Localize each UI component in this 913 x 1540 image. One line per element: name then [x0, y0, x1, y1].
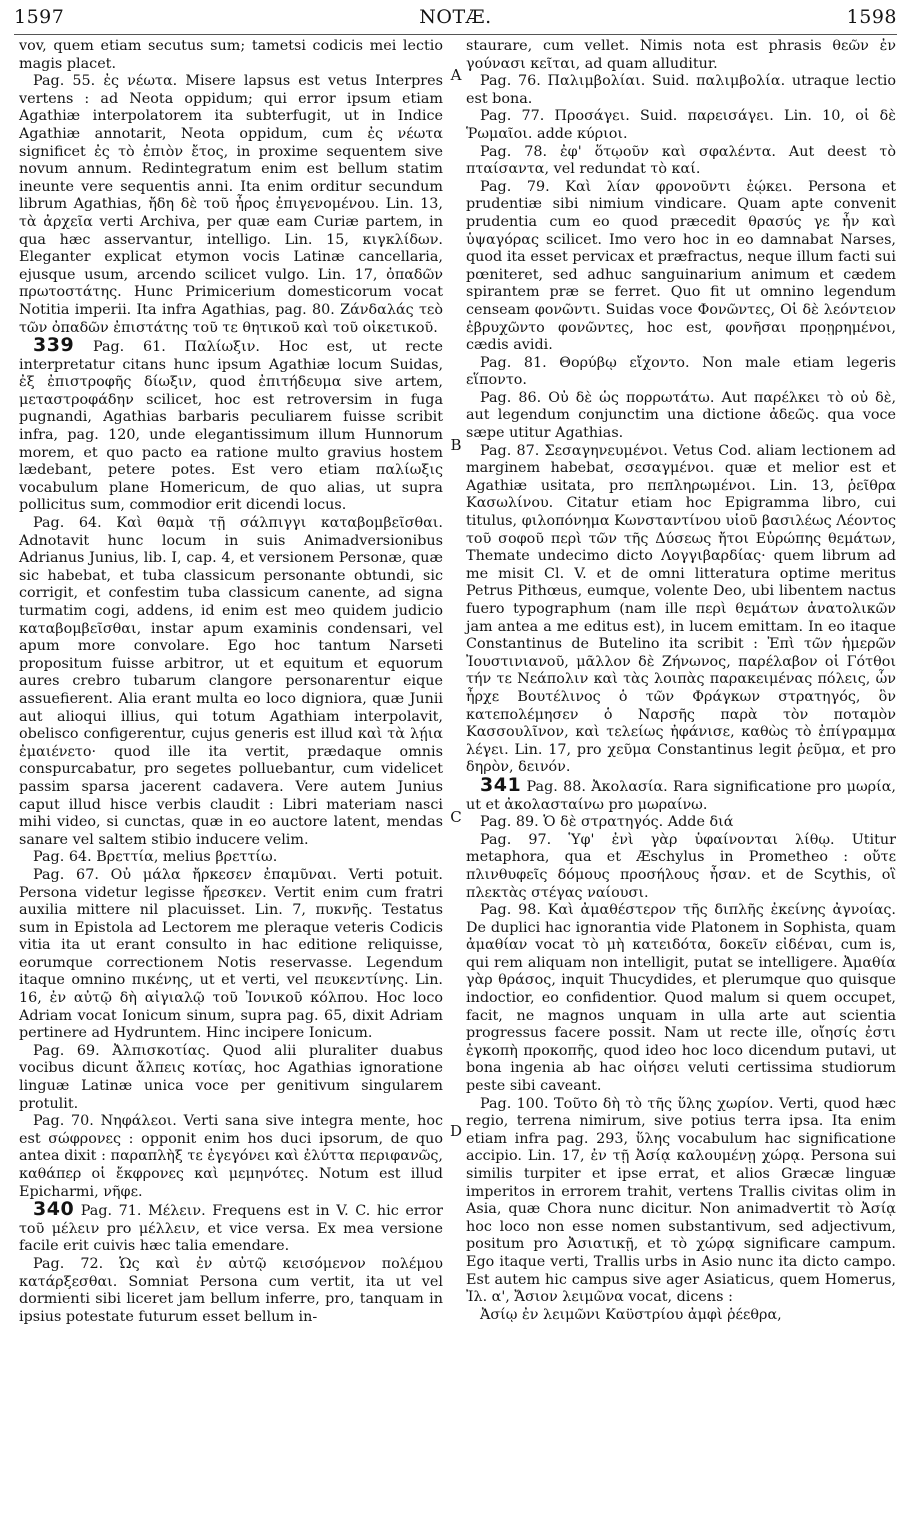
paragraph-text: Pag. 97. Ὑφ' ἐνὶ γὰρ ὑφαίνονται λίθῳ. Utitur metaphora, qua et Æschylus in Prometheo : οὔτε πλινθυφεῖς δόμους προσήλους ἦσαν. et de Scythis, οἳ πλεκτὰς στέγας ναίουσι. [466, 831, 896, 901]
right-note-paragraph [466, 179, 896, 355]
paragraph-text: Pag. 78. ἐφ' ὅτῳοῦν καὶ σφαλέντα. Aut deest τὸ πταίσαντα, vel redundat τὸ καί. [466, 143, 896, 178]
paragraph-text: Pag. 87. Σεσαγηνευμένοι. Vetus Cod. aliam lectionem ad marginem habebat, σεσαγμένοι. quæ et melior est et Agathiæ usitata, pro πεπληρωμένοι. Lin. 13, ῥεῖθρα Κασωλίνου. Citatur etiam hoc Epigramma libro, cui titulus, φιλοπόνημα Κωνσταντίνου υἱοῦ βασιλέως Λέοντος τοῦ σοφοῦ περὶ τῶν τῆς Δύσεως ἤτοι Εὐρώπης θεμάτων, Themate undecimo dicto Λογγιβαρδίας· quem librum ad me misit Cl. V. et de omni litteratura optime meritus Petrus Pithœus, eumque, volente Deo, ubi libentem nactus fuero typographum (nam ille περὶ θεμάτων ἀνατολικῶν jam antea a me editus est), in lucem emittam. In eo itaque Constantinus de Butelino ita scribit : Ἐπὶ τῶν ἡμερῶν Ἰουστινιανοῦ, μᾶλλον δὲ Ζήνωνος, παρέλαβον οἱ Γότθοι τήν τε Νεάπολιν καὶ τὰς λοιπὰς παρακειμένας πόλεις, ὧν ἦρχε Βουτέλινος ὁ τῶν Φράγκων στρατηγός, ὃν κατεπολέμησεν ὁ Ναρσῆς παρὰ τὸν ποταμὸν Κασσουλῖνον, καὶ τελείως ἠφάνισε, καθὼς τὸ ἐπίγραμμα λέγει. Lin. 17, pro χεῦμα Constantinus legit ῥεῦμα, et pro δηρὸν, δεινόν. [466, 442, 896, 776]
running-title: NOTÆ. [419, 6, 492, 28]
paragraph-text: Pag. 77. Προσάγει. Suid. παρεισάγει. Lin. 10, οἱ δὲ Ῥωμαῖοι. adde κύριοι. [466, 108, 896, 142]
left-note-paragraph [19, 73, 443, 337]
right-note-paragraph [466, 1307, 896, 1325]
margin-letter-c: C [450, 808, 462, 826]
paragraph-text: Pag. 100. Τοῦτο δὴ τὸ τῆς ὕλης χωρίον. Verti, quod hæc regio, terrena nimirum, sive potius terra ipsa. Ita enim etiam infra pag. 293, ὕλης vocabulum hac significatione accipio. Lin. 17, ἐν τῇ Ἀσίᾳ καλουμένῃ χώρᾳ. Persona sui similis turpiter et ipse errat, et alios Græcæ linguæ imperitos in errorem trahit, vertens Trallis civitas olim in Asia, quæ Chora nunc dicitur. Non animadvertit τὸ Ἀσίᾳ hoc loco non esse nomen substantivum, sed adjectivum, positum pro Ἀσιατικῇ, et τὸ χώρᾳ significare campum. Ego itaque verti, Trallis urbs in Asio nunc ita dicto campo. Est autem hic campus sive ager Asiaticus, quem Homerus, Ἰλ. α', Ἄσιον λειμῶνα vocat, dicens : [466, 1095, 896, 1306]
left-note-paragraph [19, 1256, 443, 1326]
paragraph-text: Ἀσίῳ ἐν λειμῶνι Καϋστρίου ἀμφὶ ῥέεθρα, [480, 1306, 782, 1323]
paragraph-text: Pag. 71. Μέλειν. Frequens est in V. C. hic error τοῦ μέλειν pro μέλλειν, et vice versa. Ex mea versione facile erit cuivis hæc talia emendare. [19, 1203, 444, 1255]
paragraph-text: Pag. 64. Καὶ θαμὰ τῇ σάλπιγγι καταβομβεῖσθαι. Adnotavit hunc locum in suis Animadversionibus Adrianus Junius, lib. I, cap. 4, et versionem Personæ, quæ sic habebat, et tuba classicum personante obtundi, sic corrigit, et confestim tuba classicum canente, ad signa turmatim cogi, addens, id enim est meo quidem judicio καταβομβεῖσθαι, instar apum examinis condensari, vel apum more convolare. Ego hoc tantum Narseti propositum fuisse arbitror, ut et equitum et equorum aures crebro tubarum clangore personarentur eique assuefierent. Alia erant multa eo loco digniora, quæ Junii aut alioqui illius, qui totum Agathiam interpolavit, obelisco configerentur, cujus generis est illud καὶ τὰ λῄια ἐμαιένετο· quod ille ita vertit, prædaque omnis conspurcabatur, pro segetes polluebantur, cum videlicet passim sparsa jacerent cadavera. Vere autem Junius caput illud hisce verbis claudit : Libri materiam nasci mihi video, si cunctas, quæ in eo auctore latent, mendas sanare vel saltem stibio inducere velim. [19, 515, 443, 848]
left-note-paragraph [19, 38, 443, 73]
paragraph-text: Pag. 88. Ἀκολασία. Rara significatione pro μωρία, ut et ἀκολασταίνω pro μωραίνω. [466, 778, 896, 813]
paragraph-text: Pag. 81. Θορύβῳ εἴχοντο. Non male etiam legeris εἵποντο. [466, 354, 896, 389]
right-note-paragraph [466, 144, 896, 179]
paragraph-text: Pag. 55. ἐς νέωτα. Misere lapsus est vetus Interpres vertens : ad Neota oppidum; qui error ipsum etiam Agathiæ interpolatorem ita subterfugit, ut in Indice Agathiæ annotarit, Neota oppidum, cum ἐς νέωτα significet ἐς τὸ ἐπιὸν ἔτος, in proxime sequentem sive novum annum. Redintegratum enim est bellum statim ineunte vere sequentis anni. Ita enim orditur secundum librum Agathias, ἤδη δὲ τοῦ ἦρος ἐπιγενομένου. Lin. 13, τὰ ἀρχεῖα verti Archiva, per quæ eam Curiæ partem, in qua hæc asservantur, intelligo. Lin. 15, κιγκλίδων. Eleganter explicat etymon vocis Latinæ cancellaria, ejusque usum, arcendo scilicet vulgo. Lin. 17, ὀπαδῶν πρωτοστάτης. Hunc Primicerium domesticorum vocat Notitia imperii. Ita infra Agathias, pag. 80. Ζάνδαλάς τεὸ τῶν ὀπαδῶν ἐπιστάτης τοῦ τε θητικοῦ καὶ τοῦ οἰκετικοῦ. [19, 73, 443, 336]
right-note-paragraph [466, 832, 896, 902]
paragraph-text: vov, quem etiam secutus sum; tametsi codicis mei lectio magis placet. [19, 38, 443, 72]
right-note-paragraph [466, 443, 896, 777]
left-column [19, 38, 443, 1326]
paragraph-text: Pag. 76. Παλιμβολίαι. Suid. παλιμβολία. utraque lectio est bona. [466, 73, 896, 107]
paragraph-text: Pag. 98. Καὶ ἀμαθέστερον τῆς διπλῆς ἐκείνης ἀγνοίας. De duplici hac ignorantia vide Platonem in Sophista, quam ἀμαθίαν vocat τὸ μὴ κατειδότα, δοκεῖν εἰδέναι, cum is, qui rem aliquam non intelligit, putat se intelligere. Ἀμαθία γὰρ θράσος, inquit Thucydides, et plerumque quo quisque indoctior, eo confidentior. Quod malum si quem occupet, facit, ne magnos unquam in ulla arte aut scientia progressus facere possit. Nam ut recte ille, οἴησίς ἐστι ἐγκοπὴ προκοπῆς, quod ideo hoc loco dicendum putavi, ut bona ingenia ab hac οἰήσει veluti certissima studiorum peste sibi caveant. [466, 902, 896, 1095]
column-number-marker: 339 [33, 334, 75, 357]
right-note-paragraph [466, 814, 896, 832]
column-number-marker: 340 [33, 1198, 75, 1221]
left-note-paragraph [19, 515, 443, 849]
left-note-paragraph [19, 1113, 443, 1201]
page-header [14, 2, 897, 30]
page-number-right: 1598 [846, 6, 897, 28]
right-note-paragraph [466, 73, 896, 108]
paragraph-text: Pag. 89. Ὁ δὲ στρατηγός. Adde διά [480, 814, 734, 831]
right-note-paragraph [466, 108, 896, 143]
paragraph-text: Pag. 61. Παλίωξιν. Hoc est, ut recte interpretatur citans hunc ipsum Agathiæ locum Suidas, ἐξ ἐπιστροφῆς δίωξιν, quod ἐπιτήδευμα sive artem, μεταστροφάδην scilicet, hoc est retroversim in fuga pugnandi, Agathias barbaris peculiarem fuisse scribit infra, pag. 120, unde elegantissimum illum Hunnorum morem, et quo pacto ea ratione multo gravius hostem lædebant, petere potes. Est vero etiam παλίωξις vocabulum plane Homericum, de quo alias, ut supra pollicitus sum, commodior erit dicendi locus. [19, 339, 443, 514]
right-column [466, 38, 896, 1324]
right-note-paragraph [466, 773, 896, 814]
paragraph-text: Pag. 70. Νηφάλεοι. Verti sana sive integra mente, hoc est σώφρονες : opponit enim hos duci ipsorum, de quo antea dixit : παραπλὴξ τε ἐγεγόνει καὶ ἐλύττα περιφανῶς, καθάπερ οἱ ἔκφρονες καὶ μεμηνότες. Notum est illud Epicharmi, νῆφε. [19, 1113, 443, 1200]
left-note-paragraph [19, 867, 443, 1043]
margin-letter-b: B [450, 436, 462, 454]
column-number-marker: 341 [480, 773, 522, 796]
paragraph-text: Pag. 64. Βρεττία, melius βρεττίω. [33, 849, 278, 866]
right-note-paragraph [466, 390, 896, 443]
header-rule [14, 34, 897, 35]
left-note-paragraph [19, 1043, 443, 1113]
paragraph-text: Pag. 86. Οὐ δὲ ὡς πορρωτάτω. Aut παρέλκει τὸ οὐ δὲ, aut legendum conjunctim una dictione ἀδεῶς. qua voce sæpe utitur Agathias. [466, 389, 896, 442]
right-note-paragraph [466, 1096, 896, 1307]
page-number-left: 1597 [14, 6, 65, 28]
left-note-paragraph [19, 1198, 444, 1256]
margin-letter-a: A [450, 66, 462, 84]
paragraph-text: staurare, cum vellet. Nimis nota est phrasis θεῶν ἐν γούνασι κεῖται, ad quam alluditur. [466, 38, 896, 72]
paragraph-text: Pag. 72. Ὡς καὶ ἐν αὐτῷ κεισόμενον πολέμου κατάρξεσθαι. Somniat Persona cum vertit, ita ut vel dormienti sibi liceret jam bellum inferre, pro, tanquam in ipsius potestate futurum esset bellum in- [19, 1255, 443, 1325]
right-note-paragraph [466, 902, 896, 1096]
right-note-paragraph [466, 38, 896, 73]
paragraph-text: Pag. 67. Οὐ μάλα ἤρκεσεν ἐπαμῦναι. Verti potuit. Persona videtur legisse ἤρεσκεν. Vertit enim cum fratri auxilia mittere nil placuisset. Lin. 7, πυκνῆς. Testatus sum in Epistola ad Lectorem me pleraque veteris Codicis vitia ita ut erant consulto in hac editione reliquisse, eorumque correctionem Notis reservasse. Legendum itaque omnino πικένης, ut et verti, vel πευκεντίνης. Lin. 16, ἐν αὐτῷ δὴ αἰγιαλῷ τοῦ Ἰονικοῦ κόλπου. Hoc loco Adriam vocat Ionicum sinum, supra pag. 65, dixit Adriam pertinere ad Hydruntem. Hinc incipere Ionicum. [19, 866, 443, 1042]
paragraph-text: Pag. 79. Καὶ λίαν φρονοῦντι ἐῴκει. Persona et prudentiæ sibi nimium vindicare. Quam apte convenit prudentia cum eo quod præcedit θρασύς γε ἦν καὶ ὑψαγόρας scilicet. Imo vero hoc in eo damnabat Narses, quod ita esset pervicax et præfractus, neque illum facti sui pœniteret, sed adhuc sanguinarium animum et cædem spirantem præ se ferret. Quo fit ut omnino legendum censeam φονῶντι. Suidas voce Φονῶντες, Οἱ δὲ λεόντειον ἐβρυχῶντο φονῶντες, hoc est, φονῆσαι προῃρημένοι, cædis avidi. [466, 178, 896, 354]
right-note-paragraph [466, 355, 896, 390]
left-note-paragraph [19, 849, 443, 867]
margin-letter-d: D [449, 1122, 463, 1140]
left-note-paragraph [19, 334, 443, 515]
paragraph-text: Pag. 69. Ἀλπισκοτίας. Quod alii pluraliter duabus vocibus dicunt ἄλπεις κοτίας, hoc Agathias ignoratione linguæ Latinæ unica voce per genitivum singularem protulit. [19, 1042, 443, 1112]
